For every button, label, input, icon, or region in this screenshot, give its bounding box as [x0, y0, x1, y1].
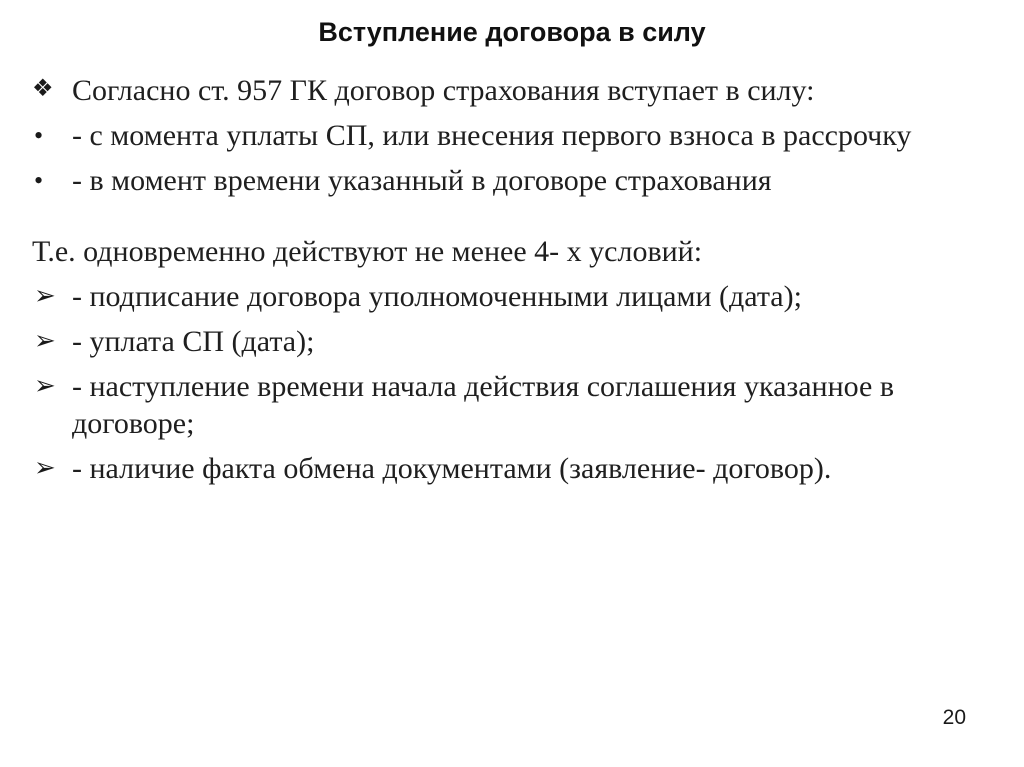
- conditions-heading: Т.е. одновременно действуют не менее 4- х условий:: [32, 235, 703, 268]
- slide-title: Вступление договора в силу: [318, 17, 706, 47]
- condition-text: - наличие факта обмена документами (заявление- договор).: [72, 452, 832, 485]
- intro-text: Согласно ст. 957 ГК договор страхования вступает в силу:: [72, 74, 815, 107]
- condition-text: - уплата СП (дата);: [72, 325, 315, 358]
- diamond-bullet-icon: ❖: [32, 76, 54, 102]
- condition-text: - подписание договора уполномоченными лицами (дата);: [72, 280, 802, 313]
- condition-item: [32, 323, 1012, 360]
- bullet-item: [32, 162, 1012, 199]
- page-number: 20: [942, 706, 966, 729]
- arrow-bullet-icon: ➢: [34, 326, 56, 355]
- slide-content: [32, 72, 1012, 495]
- bullet-item: [32, 117, 1012, 154]
- arrow-bullet-icon: ➢: [34, 281, 56, 310]
- condition-text: - наступление времени начала действия соглашения указанное в договоре;: [72, 370, 895, 440]
- condition-item: [32, 278, 1012, 315]
- condition-item: [32, 450, 1012, 487]
- arrow-bullet-icon: ➢: [34, 371, 56, 400]
- intro-item: [32, 72, 1012, 109]
- bullet-text: - с момента уплаты СП, или внесения первого взноса в рассрочку: [72, 119, 912, 152]
- condition-item: [32, 368, 1012, 442]
- arrow-bullet-icon: ➢: [34, 453, 56, 482]
- dot-bullet-icon: •: [34, 166, 44, 195]
- bullet-text: - в момент времени указанный в договоре страхования: [72, 164, 772, 197]
- dot-bullet-icon: •: [34, 121, 44, 150]
